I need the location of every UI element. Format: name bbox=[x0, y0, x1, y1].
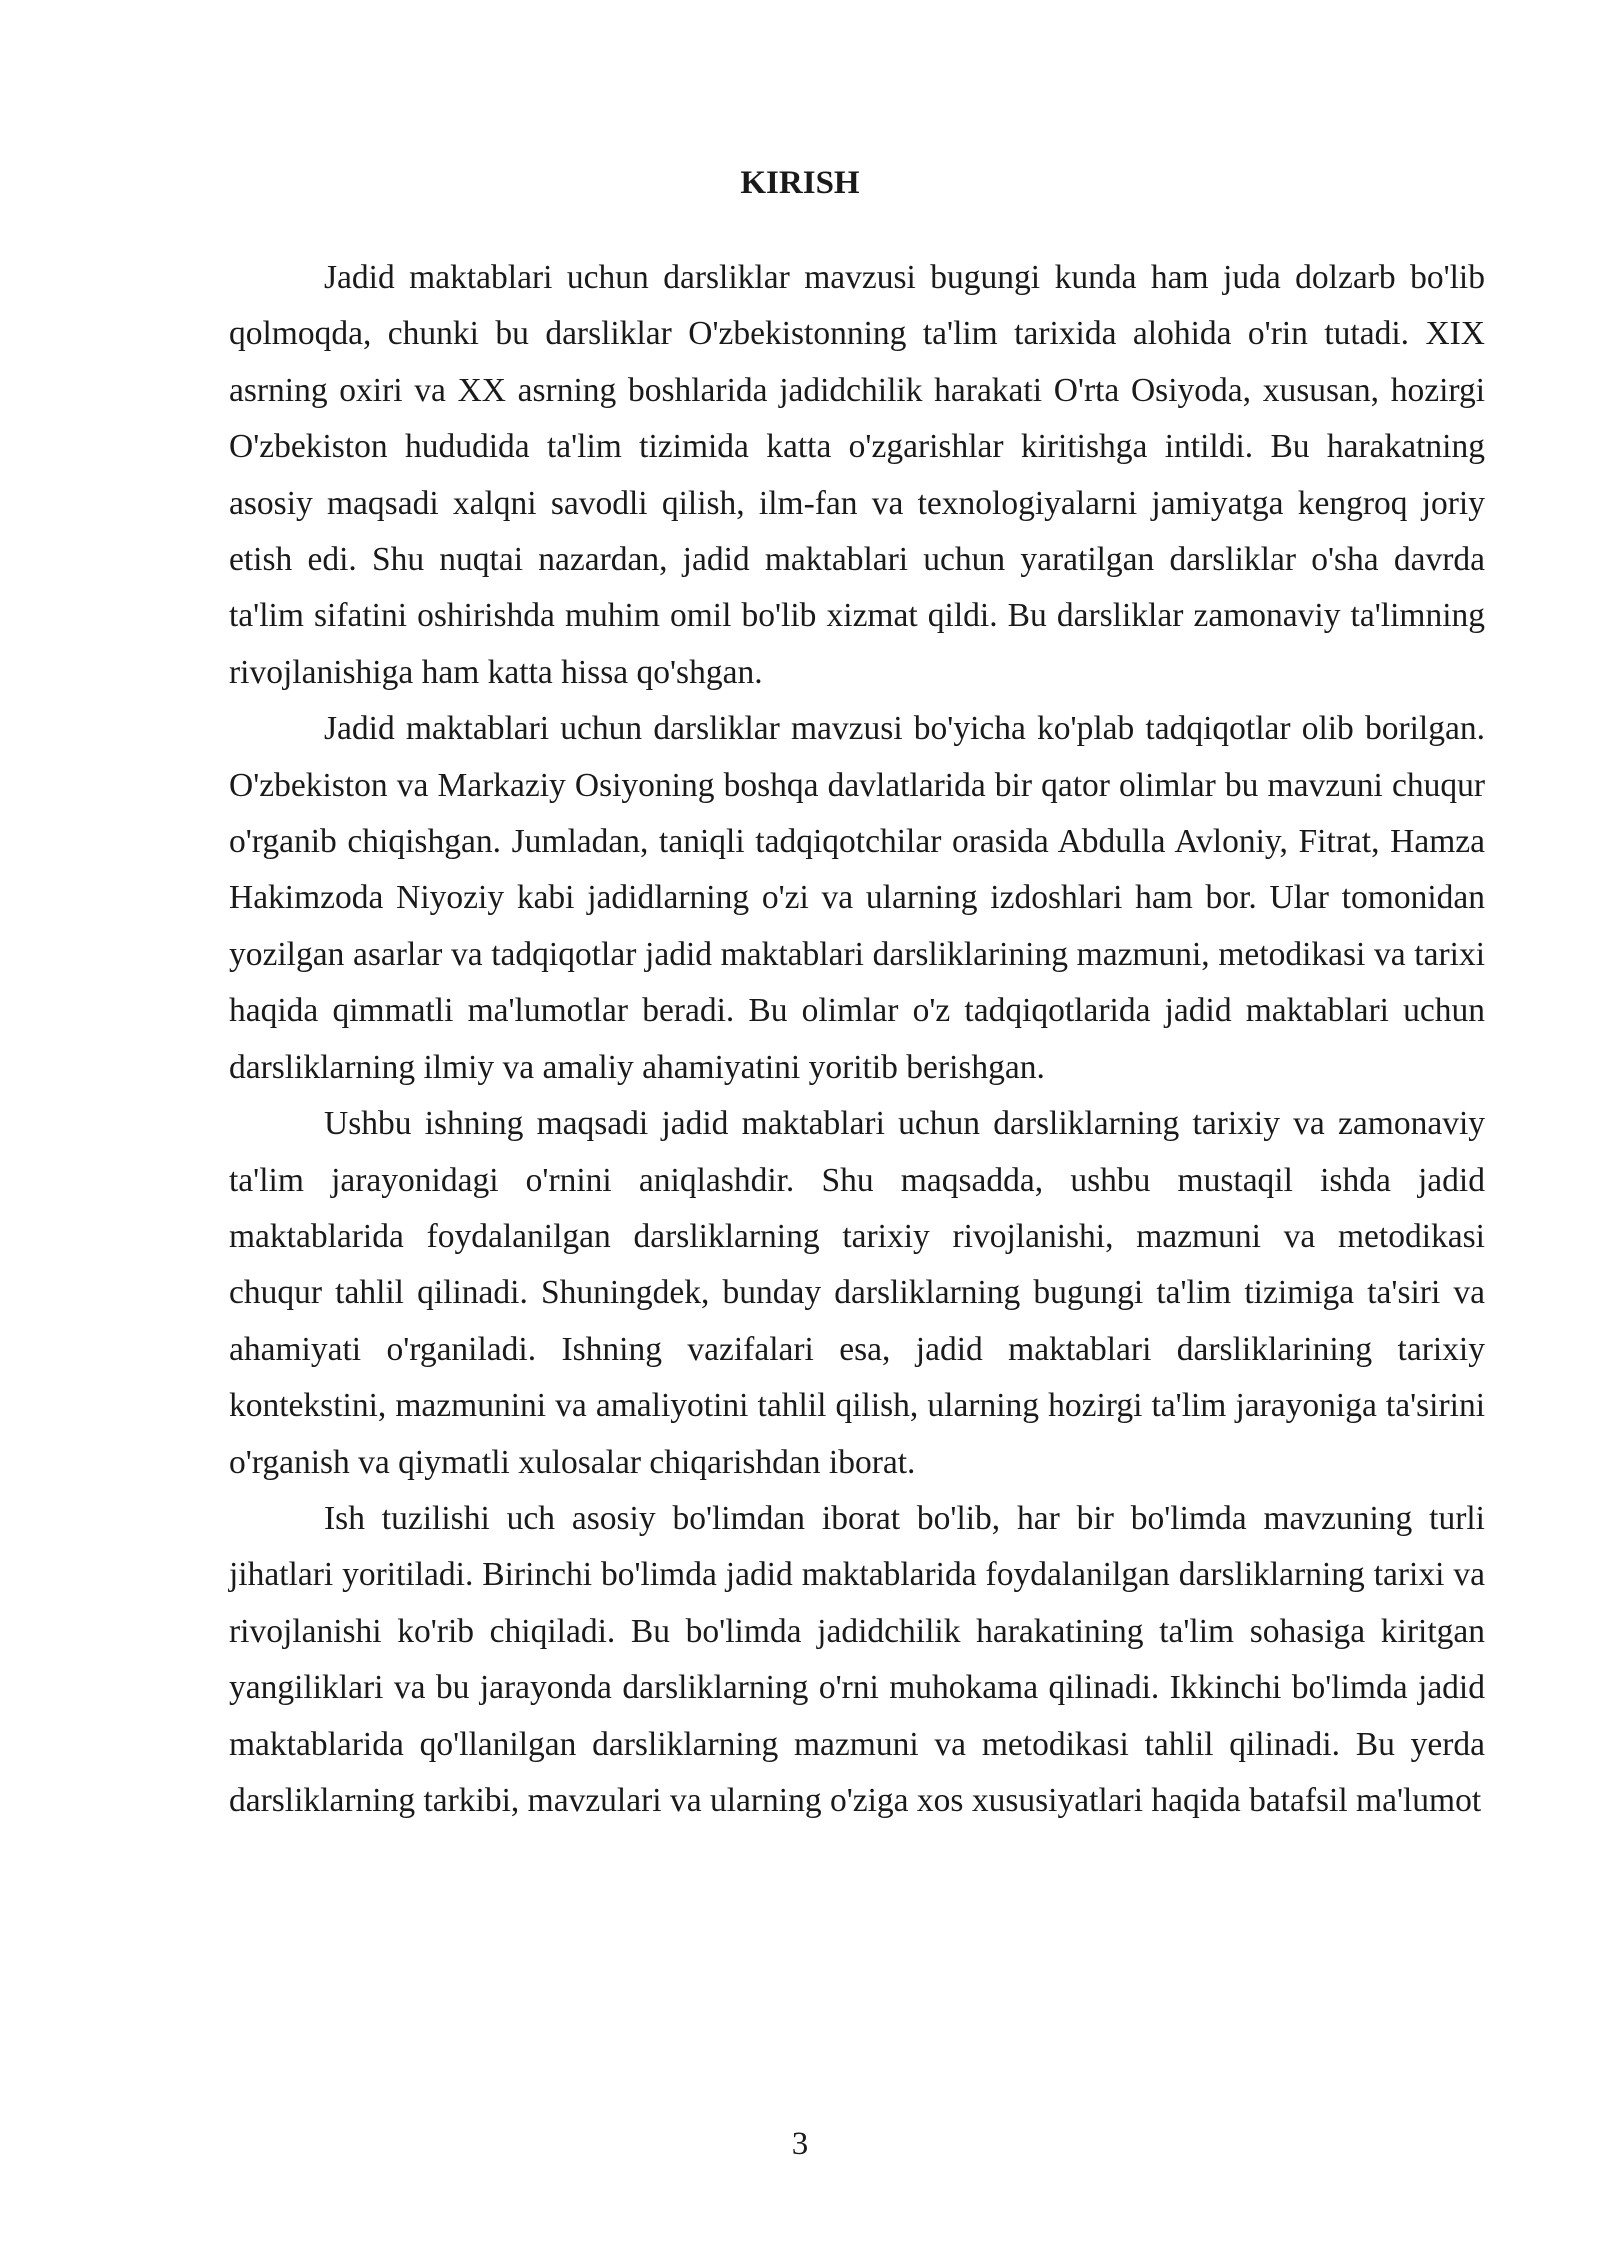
page-number: 3 bbox=[791, 2126, 809, 2162]
paragraph-3: Ushbu ishning maqsadi jadid maktablari uchun darsliklarning tarixiy va zamonaviy ta'lim jarayonidagi o'rnini aniqlashdir. Shu maqsadda, ushbu mustaqil ishda jadid maktablarida foydalanilgan darsliklarning tarixiy rivojlanishi, mazmuni va metodikasi chuqur tahlil qilinadi. Shuningdek, bunday darsliklarning bugungi ta'lim tizimiga ta'siri va ahamiyati o'rganiladi. Ishning vazifalari esa, jadid maktablari darsliklarining tarixiy kontekstini, mazmunini va amaliyotini tahlil qilish, ularning hozirgi ta'lim jarayoniga ta'sirini o'rganish va qiymatli xulosalar chiqarishdan iborat. bbox=[229, 1105, 1485, 1481]
paragraph-1: Jadid maktablari uchun darsliklar mavzusi bugungi kunda ham juda dolzarb bo'lib qolmoqda, chunki bu darsliklar O'zbekistonning ta'lim tarixida alohida o'rin tutadi. XIX asrning oxiri va XX asrning boshlarida jadidchilik harakati O'rta Osiyoda, xususan, hozirgi O'zbekiston hududida ta'lim tizimida katta o'zgarishlar kiritishga intildi. Bu harakatning asosiy maqsadi xalqni savodli qilish, ilm-fan va texnologiyalarni jamiyatga kengroq joriy etish edi. Shu nuqtai nazardan, jadid maktablari uchun yaratilgan darsliklar o'sha davrda ta'lim sifatini oshirishda muhim omil bo'lib xizmat qildi. Bu darsliklar zamonaviy ta'limning rivojlanishiga ham katta hissa qo'shgan. bbox=[229, 259, 1485, 691]
body-text bbox=[229, 250, 1485, 1829]
page-title: KIRISH bbox=[740, 165, 860, 201]
paragraph-4: Ish tuzilishi uch asosiy bo'limdan iborat bo'lib, har bir bo'limda mavzuning turli jihatlari yoritiladi. Birinchi bo'limda jadid maktablarida foydalanilgan darsliklarning tarixi va rivojlanishi ko'rib chiqiladi. Bu bo'limda jadidchilik harakatining ta'lim sohasiga kiritgan yangiliklari va bu jarayonda darsliklarning o'rni muhokama qilinadi. Ikkinchi bo'limda jadid maktablarida qo'llanilgan darsliklarning mazmuni va metodikasi tahlil qilinadi. Bu yerda darsliklarning tarkibi, mavzulari va ularning o'ziga xos xususiyatlari haqida batafsil ma'lumot bbox=[229, 1499, 1485, 1819]
paragraph-2: Jadid maktablari uchun darsliklar mavzusi bo'yicha ko'plab tadqiqotlar olib borilgan. O'zbekiston va Markaziy Osiyoning boshqa davlatlarida bir qator olimlar bu mavzuni chuqur o'rganib chiqishgan. Jumladan, taniqli tadqiqotchilar orasida Abdulla Avloniy, Fitrat, Hamza Hakimzoda Niyoziy kabi jadidlarning o'zi va ularning izdoshlari ham bor. Ular tomonidan yozilgan asarlar va tadqiqotlar jadid maktablari darsliklarining mazmuni, metodikasi va tarixi haqida qimmatli ma'lumotlar beradi. Bu olimlar o'z tadqiqotlarida jadid maktablari uchun darsliklarning ilmiy va amaliy ahamiyatini yoritib berishgan. bbox=[229, 710, 1485, 1086]
